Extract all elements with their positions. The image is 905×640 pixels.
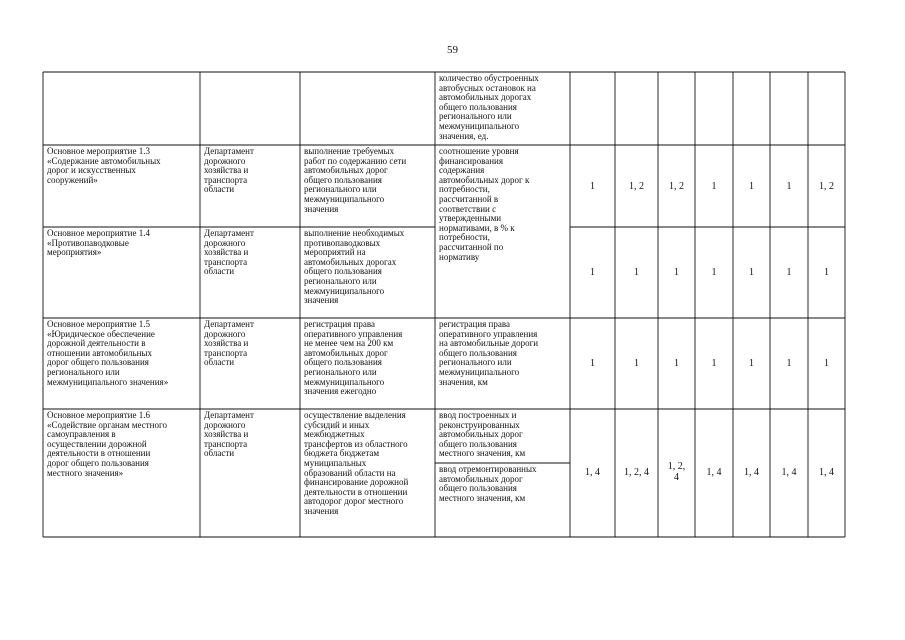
value-cell: 1 (590, 181, 595, 192)
value-cell: 1 (824, 358, 829, 369)
value-cell: 1 (674, 358, 679, 369)
event-cell: Основное мероприятие 1.6 «Содействие органам местного самоуправления в осуществлении дорожной деятельности в отношении дорог общего пользования местного значения» (47, 410, 167, 478)
value-cell: 1, 2, 4 (624, 467, 649, 478)
indicator-cell: соотношение уровня финансирования содержания автомобильных дорог к потребности, рассчитанной в соответствии с утвержденными нормативами, в % к потребности, рассчитанной по нормативу (439, 146, 530, 262)
value-cell: 1 (824, 267, 829, 278)
value-cell: 1 (786, 358, 792, 369)
result-cell: регистрация права оперативного управления не менее чем на 200 км автомобильных дорог общего пользования регионального или межмуниципального значения ежегодно (304, 319, 403, 397)
value-cell: 1, 4 (781, 467, 797, 478)
indicator-cell: ввод отремонтированных автомобильных дорог общего пользования местного значения, км (439, 464, 537, 503)
value-cell: 1 (786, 267, 792, 278)
value-cell: 1 (786, 181, 792, 192)
executor-cell: Департамент дорожного хозяйства и транспорта области (204, 410, 254, 459)
event-cell: Основное мероприятие 1.4 «Противопаводковые мероприятия» (47, 228, 150, 258)
value-cell: 1, 4 (819, 467, 834, 478)
value-cell: 1 (674, 267, 679, 278)
value-cell: 1 (749, 358, 754, 369)
value-cell: 1, 2 (669, 181, 684, 192)
value-cell: 1 (711, 358, 717, 369)
event-cell: Основное мероприятие 1.3 «Содержание автомобильных дорог и искусственных сооружений» (47, 146, 161, 185)
value-cell: 1 (749, 267, 754, 278)
value-cell: 1 (634, 267, 639, 278)
result-cell: выполнение требуемых работ по содержанию сети автомобильных дорог общего пользования регионального или межмуниципального значения (304, 146, 407, 214)
executor-cell: Департамент дорожного хозяйства и транспорта области (204, 228, 254, 277)
indicator-cell: количество обустроенных автобусных остановок на автомобильных дорогах общего пользования регионального или межмуниципального значения, ед. (439, 73, 539, 141)
value-cell: 1 (749, 181, 754, 192)
result-cell: выполнение необходимых противопаводковых мероприятий на автомобильных дорогах общего пользования регионального или межмуниципального значения (304, 228, 405, 306)
value-cell: 1, 2 (819, 181, 834, 192)
value-cell: 1, 2, 4 (667, 461, 686, 483)
value-cell: 1 (590, 358, 595, 369)
value-cell: 1 (590, 267, 595, 278)
value-cell: 1 (711, 181, 717, 192)
event-cell: Основное мероприятие 1.5 «Юридическое обеспечение дорожной деятельности в отношении автомобильных дорог общего пользования регионального или межмуниципального значения» (47, 319, 169, 387)
indicator-cell: ввод построенных и реконструированных автомобильных дорог общего пользования местного значения, км (439, 410, 526, 459)
value-cell: 1 (634, 358, 639, 369)
value-cell: 1, 2 (629, 181, 644, 192)
value-cell: 1, 4 (744, 467, 759, 478)
indicator-cell: регистрация права оперативного управления на автомобильные дороги общего пользования регионального или межмуниципального значения, км (439, 319, 539, 387)
value-cell: 1, 4 (706, 467, 722, 478)
page-number: 59 (447, 44, 458, 56)
result-cell: осуществление выделения субсидий и иных межбюджетных трансфертов из областного бюджета бюджетам муниципальных образований области на финансирование дорожной деятельности в отношении автодорог дорог местного значения (304, 410, 409, 516)
value-cell: 1, 4 (585, 467, 600, 478)
executor-cell: Департамент дорожного хозяйства и транспорта области (204, 319, 254, 368)
executor-cell: Департамент дорожного хозяйства и транспорта области (204, 146, 254, 195)
value-cell: 1 (711, 267, 717, 278)
